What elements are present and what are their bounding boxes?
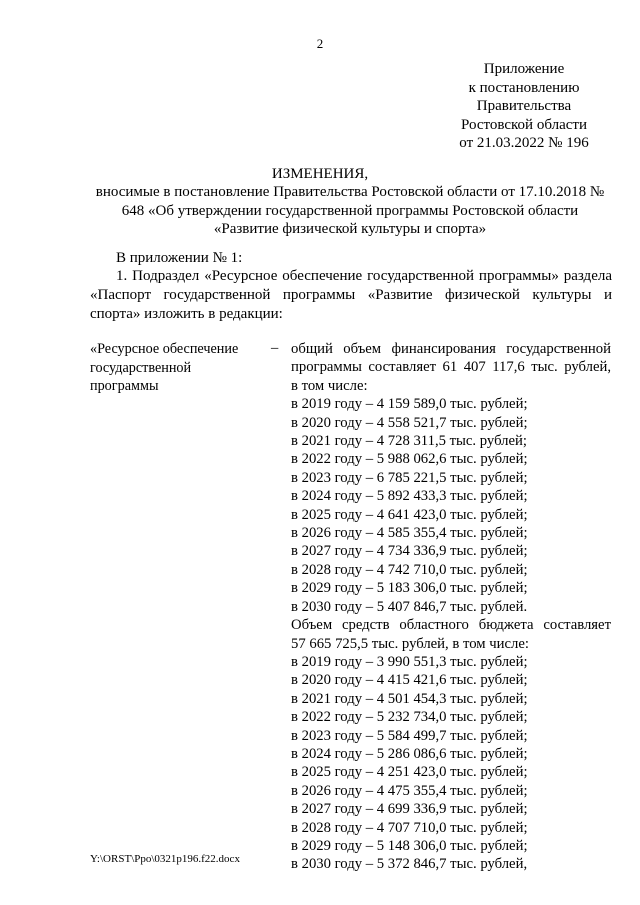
total-year-row: в 2029 году – 5 183 306,0 тыс. рублей; [291, 580, 528, 597]
appendix-line: Правительства [476, 98, 572, 114]
file-path-footer: Y:\ORST\Ppo\0321p196.f22.docx [90, 853, 240, 865]
total-intro-line: общий объем финансирования государственной [291, 341, 611, 357]
paragraph-1 [90, 267, 612, 324]
total-year-row: в 2026 году – 4 585 355,4 тыс. рублей; [291, 525, 528, 542]
total-intro-line: программы составляет 61 407 117,6 тыс. рублей, [291, 359, 611, 376]
page-number: 2 [316, 36, 324, 51]
total-year-row: в 2025 году – 4 641 423,0 тыс. рублей; [291, 506, 528, 523]
total-year-row: в 2027 году – 4 734 336,9 тыс. рублей; [291, 543, 528, 560]
funding-details [291, 340, 611, 874]
regional-intro-line: Объем средств областного бюджета составляет [291, 617, 611, 634]
appendix-line: Приложение [483, 61, 565, 77]
regional-year-row: в 2028 году – 4 707 710,0 тыс. рублей; [291, 819, 528, 836]
total-year-row: в 2028 году – 4 742 710,0 тыс. рублей; [291, 561, 528, 578]
section-label: «Ресурсное обеспечение государственной программы [90, 341, 239, 394]
total-year-row: в 2022 году – 5 988 062,6 тыс. рублей; [291, 451, 528, 468]
total-by-year-list [291, 395, 611, 616]
regional-year-row: в 2027 году – 4 699 336,9 тыс. рублей; [291, 801, 528, 818]
appendix-line: Ростовской области [461, 116, 587, 133]
regional-year-row: в 2024 году – 5 286 086,6 тыс. рублей; [291, 745, 528, 762]
appendix-line: к постановлению [468, 79, 580, 96]
total-year-row: в 2024 году – 5 892 433,3 тыс. рублей; [291, 488, 528, 505]
regional-year-row: в 2029 году – 5 148 306,0 тыс. рублей; [291, 837, 528, 854]
regional-intro-line: 57 665 725,5 тыс. рублей, в том числе: [291, 635, 529, 652]
paragraph-1-text: 1. Подраздел «Ресурсное обеспечение государственной программы» раздела «Паспорт государственной программы «Развитие физической культуры и спорта» изложить в редакции: [90, 268, 612, 322]
regional-year-row: в 2021 году – 4 501 454,3 тыс. рублей; [291, 690, 528, 707]
total-intro-line: в том числе: [291, 377, 368, 394]
regional-by-year-list [291, 653, 611, 874]
regional-year-row: в 2025 году – 4 251 423,0 тыс. рублей; [291, 764, 528, 781]
regional-year-row: в 2026 году – 4 475 355,4 тыс. рублей; [291, 782, 528, 799]
document-title: ИЗМЕНЕНИЯ, [271, 166, 369, 182]
regional-year-row: в 2022 году – 5 232 734,0 тыс. рублей; [291, 709, 528, 726]
section-dash: – [271, 340, 279, 356]
intro-line: В приложении № 1: [116, 250, 243, 266]
total-year-row: в 2021 году – 4 728 311,5 тыс. рублей; [291, 433, 527, 450]
total-year-row: в 2019 году – 4 159 589,0 тыс. рублей; [291, 396, 528, 413]
appendix-header [436, 60, 612, 153]
total-year-row: в 2023 году – 6 785 221,5 тыс. рублей; [291, 469, 528, 486]
total-year-row: в 2030 году – 5 407 846,7 тыс. рублей. [291, 598, 528, 615]
regional-year-row: в 2030 году – 5 372 846,7 тыс. рублей, [291, 856, 528, 873]
regional-year-row: в 2020 году – 4 415 421,6 тыс. рублей; [291, 672, 528, 689]
document-subtitle: вносимые в постановление Правительства Ростовской области от 17.10.2018 № 648 «Об утверждении государственной программы Ростовской области «Развитие физической культуры и спорта» [95, 184, 605, 237]
total-year-row: в 2020 году – 4 558 521,7 тыс. рублей; [291, 414, 528, 431]
appendix-line: от 21.03.2022 № 196 [459, 135, 589, 151]
regional-year-row: в 2019 году – 3 990 551,3 тыс. рублей; [291, 653, 528, 670]
regional-year-row: в 2023 году – 5 584 499,7 тыс. рублей; [291, 727, 528, 744]
